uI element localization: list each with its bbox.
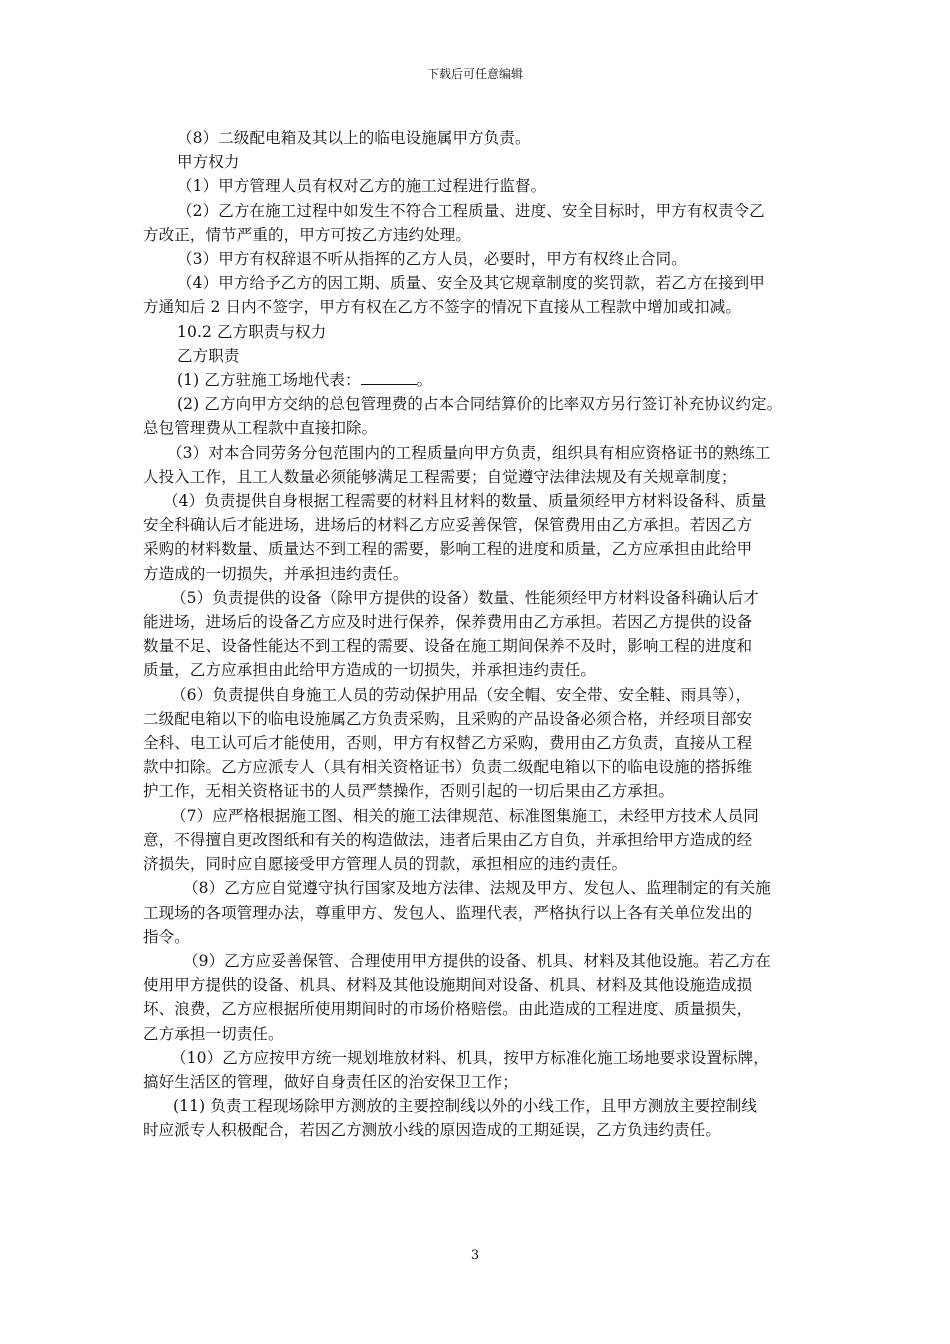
text-line: 乙方承担一切责任。 <box>143 1024 284 1043</box>
text-line: 意，不得擅自更改图纸和有关的构造做法，违者后果由乙方自负，并承担给甲方造成的经 <box>143 830 753 849</box>
text-line: （8）乙方应自觉遵守执行国家及地方法律、法规及甲方、发包人、监理制定的有关施 <box>183 879 771 898</box>
section-heading: 乙方职责 <box>177 346 240 365</box>
text-line: 时应派专人积极配合，若因乙方测放小线的原因造成的工期延误，乙方负违约责任。 <box>143 1121 721 1140</box>
text-line: 济损失，同时应自愿接受甲方管理人员的罚款，承担相应的违约责任。 <box>143 855 628 874</box>
text-line: （3）对本合同劳务分包范围内的工程质量向甲方负责，组织具有相应资格证书的熟练工 <box>167 443 771 462</box>
text-line: 质量，乙方应承担由此给甲方造成的一切损失，并承担违约责任。 <box>143 661 596 680</box>
text-line: 人投入工作，且工人数量必须能够满足工程需要；自觉遵守法律法规及有关规章制度； <box>143 467 737 486</box>
section-heading: 10.2 乙方职责与权力 <box>177 322 327 341</box>
text-line: 使用甲方提供的设备、机具、材料及其他设施期间对设备、机具、材料及其他设施造成损 <box>143 976 753 995</box>
page-header: 下载后可任意编辑 <box>426 67 523 81</box>
period: 。 <box>416 371 433 390</box>
text-line: 总包管理费从工程款中直接扣除。 <box>143 419 378 438</box>
text-line: (1) 乙方驻施工场地代表： <box>177 371 361 390</box>
text-line: （2）乙方在施工过程中如发生不符合工程质量、进度、安全目标时，甲方有权责令乙 <box>177 201 765 220</box>
text-line: （8）二级配电箱及其以上的临电设施属甲方负责。 <box>177 129 531 147</box>
blank-underline <box>361 370 417 385</box>
text-line: 安全科确认后才能进场，进场后的材料乙方应妥善保管，保管费用由乙方承担。若因乙方 <box>143 516 753 535</box>
text-line: （7）应严格根据施工图、相关的施工法律规范、标准图集施工，未经甲方技术人员同 <box>171 806 759 825</box>
text-line: （1）甲方管理人员有权对乙方的施工过程进行监督。 <box>177 177 547 196</box>
text-line: 坏、浪费，乙方应根据所使用期间时的市场价格赔偿。由此造成的工程进度、质量损失， <box>143 1000 753 1019</box>
text-line: （10）乙方应按甲方统一规划堆放材料、机具，按甲方标准化施工场地要求设置标牌， <box>171 1048 769 1067</box>
page-number: 3 <box>470 1248 480 1263</box>
text-line: （4）甲方给予乙方的因工期、质量、安全及其它规章制度的奖罚款，若乙方在接到甲 <box>177 274 765 293</box>
text-line: （4）负责提供自身根据工程需要的材料且材料的数量、质量须经甲方材料设备科、质量 <box>163 492 767 511</box>
text-line: 全科、电工认可后才能使用，否则，甲方有权替乙方采购，费用由乙方负责，直接从工程 <box>143 734 753 753</box>
text-line: （3）甲方有权辞退不听从指挥的乙方人员，必要时，甲方有权终止合同。 <box>177 250 687 269</box>
text-line: 能进场，进场后的设备乙方应及时进行保养，保养费用由乙方承担。若因乙方提供的设备 <box>143 613 753 632</box>
text-line: 搞好生活区的管理，做好自身责任区的治安保卫工作； <box>143 1072 518 1091</box>
text-line: 二级配电箱以下的临电设施属乙方负责采购，且采购的产品设备必须合格，并经项目部安 <box>143 709 753 728</box>
text-line: 款中扣除。乙方应派专人（具有相关资格证书）负责二级配电箱以下的临电设施的搭拆维 <box>143 758 753 777</box>
text-line: 工现场的各项管理办法，尊重甲方、发包人、监理代表，严格执行以上各有关单位发出的 <box>143 903 753 922</box>
text-line: （6）负责提供自身施工人员的劳动保护用品（安全帽、安全带、安全鞋、雨具等）， <box>171 685 752 704</box>
text-line: (11) 负责工程现场除甲方测放的主要控制线以外的小线工作，且甲方测放主要控制线 <box>173 1097 758 1116</box>
text-line: (2) 乙方向甲方交纳的总包管理费的占本合同结算价的比率双方另行签订补充协议约定。 <box>177 395 783 414</box>
document-body <box>143 126 815 1143</box>
text-line: 方通知后 2 日内不签字，甲方有权在乙方不签字的情况下直接从工程款中增加或扣减。 <box>143 298 742 317</box>
text-line: （5）负责提供的设备（除甲方提供的设备）数量、性能须经甲方材料设备科确认后才 <box>171 588 759 607</box>
text-line: 指令。 <box>143 927 190 946</box>
text-line: 采购的材料数量、质量达不到工程的需要，影响工程的进度和质量，乙方应承担由此给甲 <box>143 540 753 559</box>
text-line: 方改正，情节严重的，甲方可按乙方违约处理。 <box>143 225 472 244</box>
text-line: （9）乙方应妥善保管、合理使用甲方提供的设备、机具、材料及其他设施。若乙方在 <box>183 951 771 970</box>
section-heading: 甲方权力 <box>177 153 240 172</box>
representative-line <box>143 368 815 392</box>
text-line: 护工作，无相关资格证书的人员严禁操作，否则引起的一切后果由乙方承担。 <box>143 782 675 801</box>
text-line: 方造成的一切损失，并承担违约责任。 <box>143 564 409 583</box>
text-line: 数量不足、设备性能达不到工程的需要、设备在施工期间保养不及时，影响工程的进度和 <box>143 637 753 656</box>
